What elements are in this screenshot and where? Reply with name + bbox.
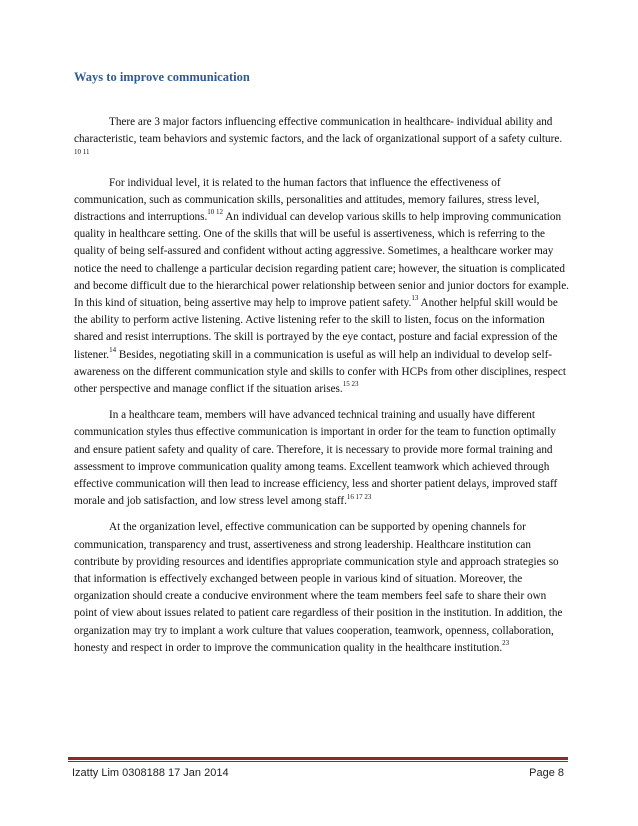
citation-reference: 10 11 xyxy=(74,147,90,156)
paragraph-text: Another helpful skill would be the ability to perform active listening. Active listening refer to the skill to listen, focus on the information shared and resist interruptions. The skill is portrayed by the eye contact, posture and facial expression of the listener. xyxy=(74,297,558,361)
paragraph-text: Besides, negotiating skill in a communication is useful as will help an individual to develop self-awareness on the different communication style and skills to confer with HCPs from other disciplines, respect other perspective and manage conflict if the situation arises. xyxy=(74,348,566,396)
paragraph-text: An individual can develop various skills to help improving communication quality in healthcare setting. One of the skills that will be useful is assertiveness, which is referring to the quality of being self-assured and confident without acting aggressive. Sometimes, a healthcare worker may notice the need to challenge a particular decision regarding patient care; however, the situation is complicated and become difficult due to the hierarchical power relationship between senior and junior doctors for example. In this kind of situation, being assertive may help to improve patient safety. xyxy=(74,211,569,310)
paragraph-factors xyxy=(74,114,570,166)
paragraph-text: In a healthcare team, members will have advanced technical training and usually have different communication styles thus effective communication is important in order for the team to function optimally and ensure patient safety and quality of care. Therefore, it is necessary to provide more formal training and assessment to improve communication quality among teams. Excellent teamwork which achieved through effective communication will then lead to increase efficiency, less and shorter patient delays, improved staff morale and job satisfaction, and low stress level among staff. xyxy=(74,409,558,508)
citation-reference: 13 xyxy=(411,294,419,303)
citation-reference: 15 23 xyxy=(342,380,359,389)
citation-reference: 23 xyxy=(502,639,510,648)
paragraph-text: For individual level, it is related to the human factors that influence the effectiveness of communication, such as communication skills, personalities and attitudes, memory failures, stress level, distractions and interruptions. xyxy=(74,176,540,224)
citation-reference: 14 xyxy=(109,345,117,354)
footer-rule-thin xyxy=(68,761,568,762)
footer-author-date: Izatty Lim 0308188 17 Jan 2014 xyxy=(72,767,229,779)
footer-page-number: Page 8 xyxy=(529,767,564,779)
paragraph-team-level xyxy=(74,407,570,510)
paragraph-text: There are 3 major factors influencing effective communication in healthcare- individual ability and characteristic, team behaviors and systemic factors, and the lack of organizational support of a safety culture. xyxy=(74,116,563,146)
paragraph-organization-level xyxy=(74,519,570,657)
section-heading: Ways to improve communication xyxy=(74,70,250,84)
paragraph-individual-level xyxy=(74,175,570,399)
paragraph-text: At the organization level, effective communication can be supported by opening channels for communication, transparency and trust, assertiveness and strong leadership. Healthcare institution can contribute by providing resources and identifies appropriate communication style and approach strategies so that information is effectively exchanged between people in various kind of situation. Moreover, the organization should create a conducive environment where the team members feel safe to share their own point of view about issues related to patient care regardless of their position in the institution. In addition, the organization may try to implant a work culture that values cooperation, teamwork, openness, collaboration, honesty and respect in order to improve the communication quality in the healthcare institution. xyxy=(74,521,563,654)
citation-reference: 16 17 23 xyxy=(346,492,372,501)
citation-reference: 10 12 xyxy=(207,208,224,217)
footer-rule xyxy=(68,757,568,760)
body-text xyxy=(74,114,570,666)
